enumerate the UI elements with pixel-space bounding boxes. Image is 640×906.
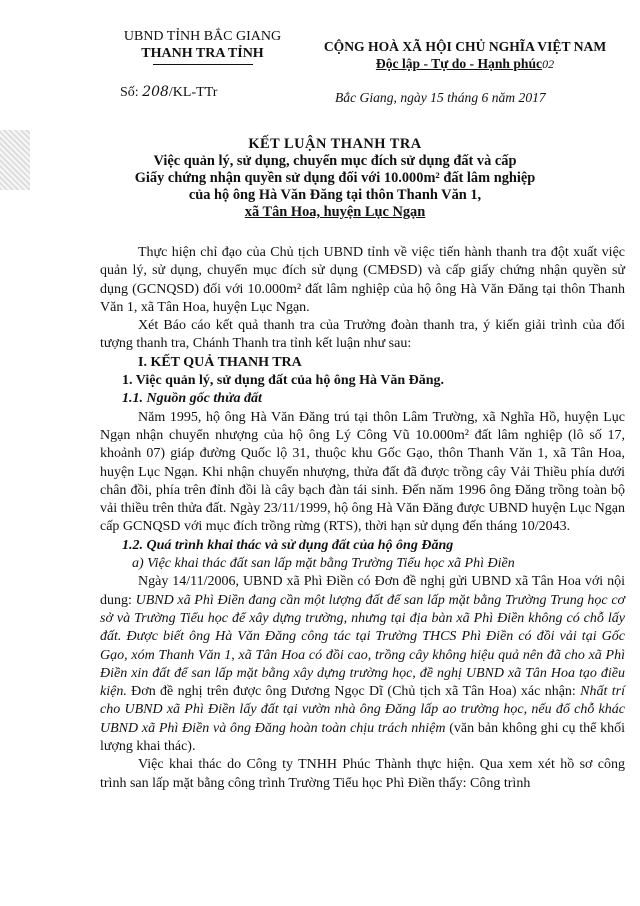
confirmation-quote: Nhất trí cho UBND xã Phì Điền lấy đất tại vườn nhà ông Đăng lấp ao trường học, nếu đổ chỗ khác UBND xã Phì Điền và ông Đăng hoàn toàn chịu trách nhiệm xyxy=(100,684,625,736)
request-note: (văn bản không ghi cụ thể khối lượng khai thác). xyxy=(100,720,626,755)
date-day-handwritten: 15 xyxy=(430,90,444,105)
doc-no-label: Số: xyxy=(120,85,139,100)
document-number xyxy=(120,84,217,101)
motto: Độc lập - Tự do - Hạnh phúc xyxy=(375,56,543,71)
paragraph-intro: Thực hiện chỉ đạo của Chủ tịch UBND tỉnh về việc tiến hành thanh tra đột xuất việc quản lý, sử dụng, chuyển mục đích sử dụng (CMĐSD) và cấp giấy chứng nhận quyền sử dụng (GCNQSD) đối với 10.000m² đất lâm nghiệp của hộ ông Hà Văn Đăng tại thôn Thanh Văn 1, xã Tân Hoa, huyện Lục Ngạn. xyxy=(100,245,625,315)
doc-no-suffix: /KL-TTr xyxy=(168,85,218,100)
agency-province: UBND TỈNH BẮC GIANG xyxy=(123,29,282,44)
paragraph-origin: Năm 1995, hộ ông Hà Văn Đăng trú tại thôn Lâm Trường, xã Nghĩa Hồ, huyện Lục Ngạn nhận chuyển nhượng của hộ ông Lý Công Vũ 10.000m² đất lâm nghiệp (lô số 17, khoảnh 07) giáp đường Quốc lộ 31, thuộc khu Gốc Gạo, thôn Thanh Văn 1, xã Tân Hoa, huyện Lục Ngạn. Khi nhận chuyển nhượng, thửa đất đã được trồng cây Vải Thiều phía dưới chân đồi, phía trên đỉnh đồi là cây bạch đàn tái sinh. Đến năm 1996 ông Đăng trồng toàn bộ vải thiều trên thửa đất. Ngày 23/11/1999, hộ ông Hà Văn Đăng được UBND huyện Lục Ngạn cấp GCNQSD với mục đích trồng rừng (RTS), thời hạn sử dụng đến tháng 10/2043. xyxy=(100,409,625,535)
title-line-5: xã Tân Hoa, huyện Lục Ngạn xyxy=(244,204,426,220)
date-suffix: tháng 6 năm 2017 xyxy=(447,90,546,105)
paragraph-basis: Xét Báo cáo kết quả thanh tra của Trưởng đoàn thanh tra, ý kiến giải trình của đối tượng thanh tra, Chánh Thanh tra tỉnh kết luận như sau: xyxy=(100,318,625,352)
country-name: CỘNG HOÀ XÃ HỘI CHỦ NGHĨA VIỆT NAM xyxy=(323,39,607,54)
subsection-heading-origin: 1.1. Nguồn gốc thửa đất xyxy=(122,391,262,407)
subsection-heading-exploitation: 1.2. Quá trình khai thác và sử dụng đất của hộ ông Đăng xyxy=(122,537,454,553)
motto-handwritten-mark: 02 xyxy=(542,57,555,71)
paragraph-contractor: Việc khai thác do Công ty TNHH Phúc Thành thực hiện. Qua xem xét hồ sơ công trình san lấp mặt bằng công trình Trường Tiểu học Phì Điền thấy: Công trình xyxy=(100,757,625,791)
agency-name: THANH TRA TỈNH xyxy=(141,46,264,61)
title-heading: KẾT LUẬN THANH TRA xyxy=(248,136,422,152)
issuing-agency xyxy=(110,28,295,65)
title-line-2: Việc quản lý, sử dụng, chuyển mục đích sử dụng đất và cấp xyxy=(153,153,517,169)
section-heading-results: I. KẾT QUẢ THANH TRA xyxy=(138,354,302,370)
date-prefix: Bắc Giang, ngày xyxy=(335,90,427,105)
document-body xyxy=(100,244,625,793)
title-line-3: Giấy chứng nhận quyền sử dụng đối với 10.000m² đất lâm nghiệp xyxy=(134,170,536,186)
subsection-heading-land-use: 1. Việc quản lý, sử dụng đất của hộ ông Hà Văn Đăng. xyxy=(122,373,445,389)
title-line-4: của hộ ông Hà Văn Đăng tại thôn Thanh Văn 1, xyxy=(188,187,482,203)
motto-line xyxy=(305,55,625,73)
scan-artifact xyxy=(0,130,30,190)
national-header xyxy=(305,38,625,73)
agency-underline xyxy=(153,64,253,65)
request-confirmation: Đơn đề nghị trên được ông Dương Ngọc Dĩ (Chủ tịch xã Tân Hoa) xác nhận: xyxy=(126,684,581,700)
doc-no-handwritten: 208 xyxy=(142,84,169,100)
document-date xyxy=(335,90,546,106)
document-title xyxy=(100,136,570,221)
item-heading-a: a) Việc khai thác đất san lấp mặt bằng Trường Tiểu học xã Phì Điền xyxy=(132,556,515,572)
request-intro: Ngày 14/11/2006, UBND xã Phì Điền có Đơn đề nghị gửi UBND xã Tân Hoa với nội dung: xyxy=(100,574,625,608)
paragraph-request xyxy=(100,573,625,756)
request-quote: UBND xã Phì Điền đang cần một lượng đất để san lấp mặt bằng Trường Trung học cơ sở và Trường Tiểu học để xây dựng trường, nhưng tại địa bàn xã Phì Điền không có chỗ lấy đất. Được biết ông Hà Văn Đăng công tác tại Trường THCS Phì Điền có đồi vải tại Gốc Gạo, xóm Thanh Văn 1, xã Tân Hoa có đồi cao, trồng cây không hiệu quả nên đã cho xã Phì Điền xin đất để san lấp mặt bằng xây dựng trường học, đề nghị UBND xã Tân Hoa tạo điều kiện. xyxy=(100,592,626,700)
